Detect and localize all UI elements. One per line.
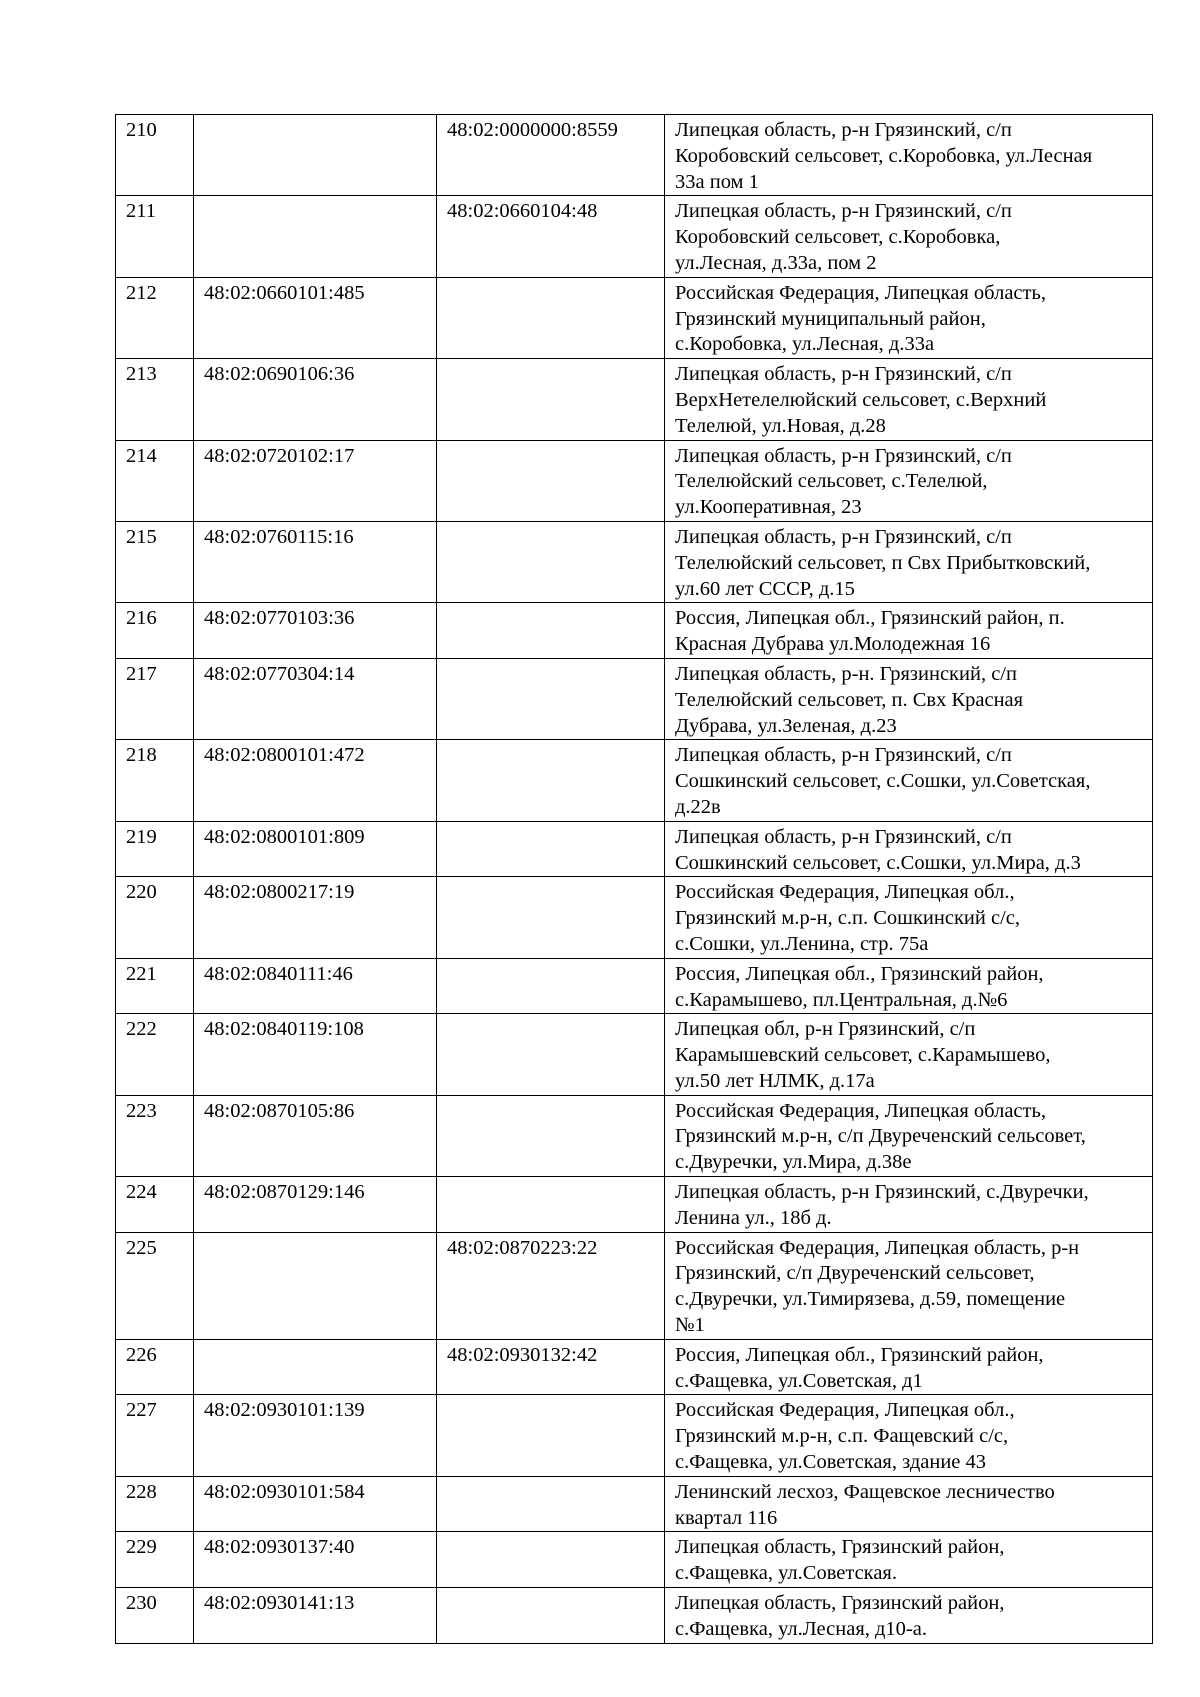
row-number-cell: 221 [116,958,194,1014]
object-cadastral-number-cell [437,603,665,659]
table-row [116,958,1153,1014]
table-row [116,359,1153,440]
land-cadastral-number-cell: 48:02:0770103:36 [194,603,437,659]
row-number-cell: 227 [116,1395,194,1476]
object-cadastral-number-cell: 48:02:0660104:48 [437,196,665,277]
row-number-cell: 210 [116,115,194,196]
object-cadastral-number-cell [437,821,665,877]
address-cell: Российская Федерация, Липецкая обл., Грязинский м.р-н, с.п. Фащевский с/с, с.Фащевка, ул.Советская, здание 43 [665,1395,1153,1476]
row-number-cell: 228 [116,1476,194,1532]
object-cadastral-number-cell [437,1476,665,1532]
address-cell: Липецкая область, Грязинский район, с.Фащевка, ул.Советская. [665,1532,1153,1588]
land-cadastral-number-cell [194,1339,437,1395]
table-row [116,1232,1153,1339]
row-number-cell: 212 [116,277,194,358]
row-number-cell: 214 [116,440,194,521]
land-cadastral-number-cell: 48:02:0690106:36 [194,359,437,440]
land-cadastral-number-cell: 48:02:0870105:86 [194,1095,437,1176]
row-number-cell: 230 [116,1588,194,1644]
table-row [116,740,1153,821]
registry-table-body [116,115,1153,1644]
address-cell: Липецкая область, р-н Грязинский, с/п Коробовский сельсовет, с.Коробовка, ул.Лесная 33а пом 1 [665,115,1153,196]
address-cell: Липецкая область, р-н Грязинский, с/п Коробовский сельсовет, с.Коробовка, ул.Лесная, д.33а, пом 2 [665,196,1153,277]
address-cell: Липецкая область, р-н Грязинский, с/п Сошкинский сельсовет, с.Сошки, ул.Советская, д.22в [665,740,1153,821]
address-cell: Липецкая область, р-н. Грязинский, с/п Телелюйский сельсовет, п. Свх Красная Дубрава, ул.Зеленая, д.23 [665,658,1153,739]
land-cadastral-number-cell: 48:02:0760115:16 [194,521,437,602]
row-number-cell: 223 [116,1095,194,1176]
land-cadastral-number-cell: 48:02:0930141:13 [194,1588,437,1644]
row-number-cell: 215 [116,521,194,602]
address-cell: Липецкая область, р-н Грязинский, с.Двуречки, Ленина ул., 18б д. [665,1177,1153,1233]
object-cadastral-number-cell: 48:02:0870223:22 [437,1232,665,1339]
table-row [116,1095,1153,1176]
object-cadastral-number-cell [437,1095,665,1176]
object-cadastral-number-cell [437,740,665,821]
object-cadastral-number-cell [437,440,665,521]
address-cell: Российская Федерация, Липецкая область, Грязинский муниципальный район, с.Коробовка, ул.Лесная, д.33а [665,277,1153,358]
object-cadastral-number-cell [437,359,665,440]
row-number-cell: 211 [116,196,194,277]
object-cadastral-number-cell [437,658,665,739]
table-row [116,1177,1153,1233]
address-cell: Ленинский лесхоз, Фащевское лесничество квартал 116 [665,1476,1153,1532]
land-cadastral-number-cell: 48:02:0930101:584 [194,1476,437,1532]
table-row [116,440,1153,521]
land-cadastral-number-cell: 48:02:0930137:40 [194,1532,437,1588]
table-row [116,1395,1153,1476]
registry-table [115,114,1153,1644]
address-cell: Липецкая область, Грязинский район, с.Фащевка, ул.Лесная, д10-а. [665,1588,1153,1644]
table-row [116,1476,1153,1532]
row-number-cell: 213 [116,359,194,440]
address-cell: Липецкая область, р-н Грязинский, с/п Телелюйский сельсовет, п Свх Прибытковский, ул.60 лет СССР, д.15 [665,521,1153,602]
row-number-cell: 219 [116,821,194,877]
object-cadastral-number-cell [437,1588,665,1644]
object-cadastral-number-cell [437,877,665,958]
address-cell: Россия, Липецкая обл., Грязинский район, с.Фащевка, ул.Советская, д1 [665,1339,1153,1395]
table-row [116,877,1153,958]
address-cell: Российская Федерация, Липецкая область, Грязинский м.р-н, с/п Двуреченский сельсовет, с.Двуречки, ул.Мира, д.38е [665,1095,1153,1176]
row-number-cell: 229 [116,1532,194,1588]
land-cadastral-number-cell [194,1232,437,1339]
table-row [116,115,1153,196]
address-cell: Липецкая область, р-н Грязинский, с/п Телелюйский сельсовет, с.Телелюй, ул.Кооперативная, 23 [665,440,1153,521]
land-cadastral-number-cell: 48:02:0660101:485 [194,277,437,358]
row-number-cell: 217 [116,658,194,739]
land-cadastral-number-cell [194,115,437,196]
row-number-cell: 226 [116,1339,194,1395]
row-number-cell: 220 [116,877,194,958]
land-cadastral-number-cell: 48:02:0800101:809 [194,821,437,877]
land-cadastral-number-cell: 48:02:0840119:108 [194,1014,437,1095]
object-cadastral-number-cell [437,958,665,1014]
address-cell: Липецкая область, р-н Грязинский, с/п ВерхНетелелюйский сельсовет, с.Верхний Телелюй, ул.Новая, д.28 [665,359,1153,440]
row-number-cell: 222 [116,1014,194,1095]
row-number-cell: 216 [116,603,194,659]
table-row [116,1532,1153,1588]
table-row [116,1588,1153,1644]
address-cell: Россия, Липецкая обл., Грязинский район, с.Карамышево, пл.Центральная, д.№6 [665,958,1153,1014]
object-cadastral-number-cell [437,521,665,602]
object-cadastral-number-cell: 48:02:0930132:42 [437,1339,665,1395]
object-cadastral-number-cell: 48:02:0000000:8559 [437,115,665,196]
object-cadastral-number-cell [437,277,665,358]
table-row [116,521,1153,602]
land-cadastral-number-cell: 48:02:0930101:139 [194,1395,437,1476]
table-row [116,1014,1153,1095]
table-row [116,196,1153,277]
address-cell: Российская Федерация, Липецкая область, р-н Грязинский, с/п Двуреченский сельсовет, с.Двуречки, ул.Тимирязева, д.59, помещение №1 [665,1232,1153,1339]
land-cadastral-number-cell: 48:02:0870129:146 [194,1177,437,1233]
row-number-cell: 224 [116,1177,194,1233]
address-cell: Российская Федерация, Липецкая обл., Грязинский м.р-н, с.п. Сошкинский с/с, с.Сошки, ул.Ленина, стр. 75а [665,877,1153,958]
address-cell: Липецкая область, р-н Грязинский, с/п Сошкинский сельсовет, с.Сошки, ул.Мира, д.3 [665,821,1153,877]
address-cell: Россия, Липецкая обл., Грязинский район, п. Красная Дубрава ул.Молодежная 16 [665,603,1153,659]
object-cadastral-number-cell [437,1177,665,1233]
land-cadastral-number-cell [194,196,437,277]
row-number-cell: 225 [116,1232,194,1339]
table-row [116,1339,1153,1395]
land-cadastral-number-cell: 48:02:0770304:14 [194,658,437,739]
object-cadastral-number-cell [437,1014,665,1095]
object-cadastral-number-cell [437,1395,665,1476]
table-row [116,658,1153,739]
land-cadastral-number-cell: 48:02:0800101:472 [194,740,437,821]
land-cadastral-number-cell: 48:02:0720102:17 [194,440,437,521]
land-cadastral-number-cell: 48:02:0800217:19 [194,877,437,958]
object-cadastral-number-cell [437,1532,665,1588]
table-row [116,821,1153,877]
table-row [116,603,1153,659]
land-cadastral-number-cell: 48:02:0840111:46 [194,958,437,1014]
row-number-cell: 218 [116,740,194,821]
address-cell: Липецкая обл, р-н Грязинский, с/п Карамышевский сельсовет, с.Карамышево, ул.50 лет НЛМК, д.17а [665,1014,1153,1095]
table-row [116,277,1153,358]
